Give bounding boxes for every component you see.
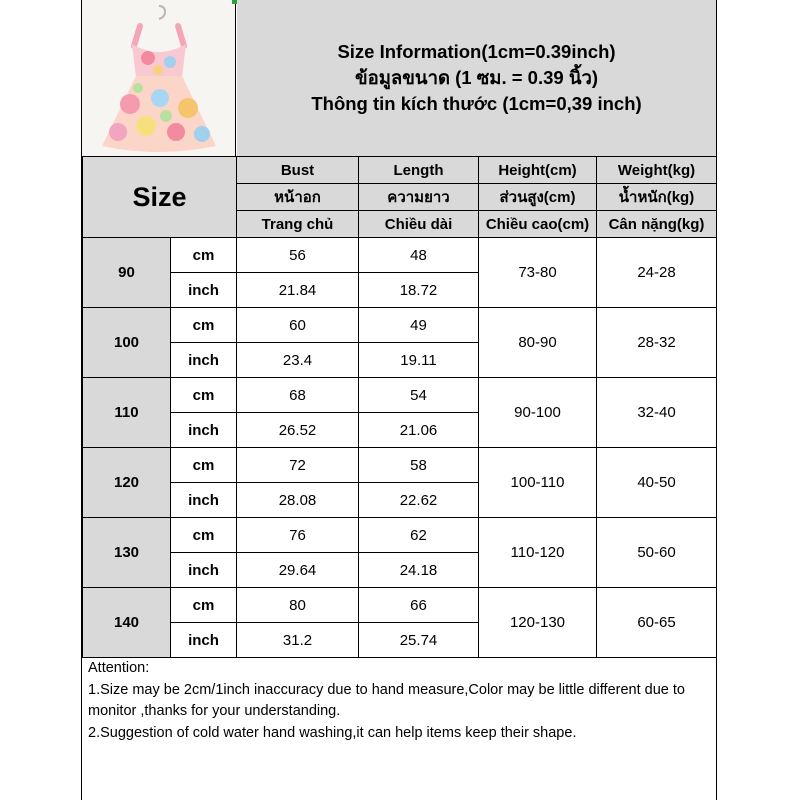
table-row — [83, 308, 717, 343]
bust-cm: 56 — [237, 238, 359, 273]
height-range: 90-100 — [479, 378, 597, 448]
bust-inch: 29.64 — [237, 553, 359, 588]
length-inch: 25.74 — [359, 623, 479, 658]
title-english: Size Information(1cm=0.39inch) — [337, 41, 616, 62]
height-range: 73-80 — [479, 238, 597, 308]
length-cm: 49 — [359, 308, 479, 343]
height-range: 80-90 — [479, 308, 597, 378]
table-row — [83, 378, 717, 413]
length-cm: 66 — [359, 588, 479, 623]
col-bust-en: Bust — [237, 157, 359, 184]
col-length-en: Length — [359, 157, 479, 184]
length-cm: 58 — [359, 448, 479, 483]
attention-heading: Attention: — [88, 660, 150, 676]
unit-inch: inch — [171, 273, 237, 308]
length-cm: 62 — [359, 518, 479, 553]
weight-range: 60-65 — [597, 588, 717, 658]
attention-note-2: 2.Suggestion of cold water hand washing,it can help items keep their shape. — [88, 724, 577, 741]
unit-inch: inch — [171, 553, 237, 588]
attention-notes — [88, 658, 714, 744]
bust-inch: 26.52 — [237, 413, 359, 448]
header-row-english — [83, 157, 717, 184]
size-value: 140 — [83, 588, 171, 658]
col-weight-vi: Cân nặng(kg) — [597, 211, 717, 238]
unit-cm: cm — [171, 448, 237, 483]
height-range: 110-120 — [479, 518, 597, 588]
unit-cm: cm — [171, 378, 237, 413]
size-table — [82, 156, 717, 658]
unit-inch: inch — [171, 483, 237, 518]
bust-cm: 68 — [237, 378, 359, 413]
bust-cm: 60 — [237, 308, 359, 343]
unit-cm: cm — [171, 308, 237, 343]
unit-cm: cm — [171, 518, 237, 553]
bust-inch: 28.08 — [237, 483, 359, 518]
unit-inch: inch — [171, 343, 237, 378]
title-thai: ข้อมูลขนาด (1 ซม. = 0.39 นิ้ว) — [354, 67, 599, 88]
unit-inch: inch — [171, 413, 237, 448]
attention-note-1: 1.Size may be 2cm/1inch inaccuracy due to hand measure,Color may be little different due to monitor ,thanks for your understanding. — [88, 681, 690, 719]
unit-inch: inch — [171, 623, 237, 658]
size-value: 130 — [83, 518, 171, 588]
size-information-title — [237, 0, 716, 156]
size-value: 110 — [83, 378, 171, 448]
length-cm: 54 — [359, 378, 479, 413]
table-row — [83, 448, 717, 483]
col-height-th: ส่วนสูง(cm) — [479, 184, 597, 211]
col-height-vi: Chiều cao(cm) — [479, 211, 597, 238]
weight-range: 24-28 — [597, 238, 717, 308]
size-value: 100 — [83, 308, 171, 378]
product-photo — [82, 0, 236, 156]
height-range: 120-130 — [479, 588, 597, 658]
col-length-vi: Chiều dài — [359, 211, 479, 238]
bust-inch: 21.84 — [237, 273, 359, 308]
unit-cm: cm — [171, 238, 237, 273]
unit-cm: cm — [171, 588, 237, 623]
bust-cm: 76 — [237, 518, 359, 553]
col-length-th: ความยาว — [359, 184, 479, 211]
col-bust-th: หน้าอก — [237, 184, 359, 211]
table-row — [83, 588, 717, 623]
bust-inch: 31.2 — [237, 623, 359, 658]
height-range: 100-110 — [479, 448, 597, 518]
size-value: 90 — [83, 238, 171, 308]
length-cm: 48 — [359, 238, 479, 273]
weight-range: 28-32 — [597, 308, 717, 378]
floral-dress-illustration — [82, 0, 236, 156]
length-inch: 22.62 — [359, 483, 479, 518]
weight-range: 50-60 — [597, 518, 717, 588]
weight-range: 32-40 — [597, 378, 717, 448]
length-inch: 21.06 — [359, 413, 479, 448]
bust-cm: 72 — [237, 448, 359, 483]
size-value: 120 — [83, 448, 171, 518]
weight-range: 40-50 — [597, 448, 717, 518]
col-bust-vi: Trang chủ — [237, 211, 359, 238]
size-header: Size — [83, 157, 237, 238]
table-row — [83, 238, 717, 273]
length-inch: 24.18 — [359, 553, 479, 588]
bust-inch: 23.4 — [237, 343, 359, 378]
title-vietnamese: Thông tin kích thước (1cm=0,39 inch) — [311, 93, 642, 114]
table-row — [83, 518, 717, 553]
length-inch: 19.11 — [359, 343, 479, 378]
bust-cm: 80 — [237, 588, 359, 623]
col-weight-th: น้ำหนัก(kg) — [597, 184, 717, 211]
col-weight-en: Weight(kg) — [597, 157, 717, 184]
col-height-en: Height(cm) — [479, 157, 597, 184]
length-inch: 18.72 — [359, 273, 479, 308]
